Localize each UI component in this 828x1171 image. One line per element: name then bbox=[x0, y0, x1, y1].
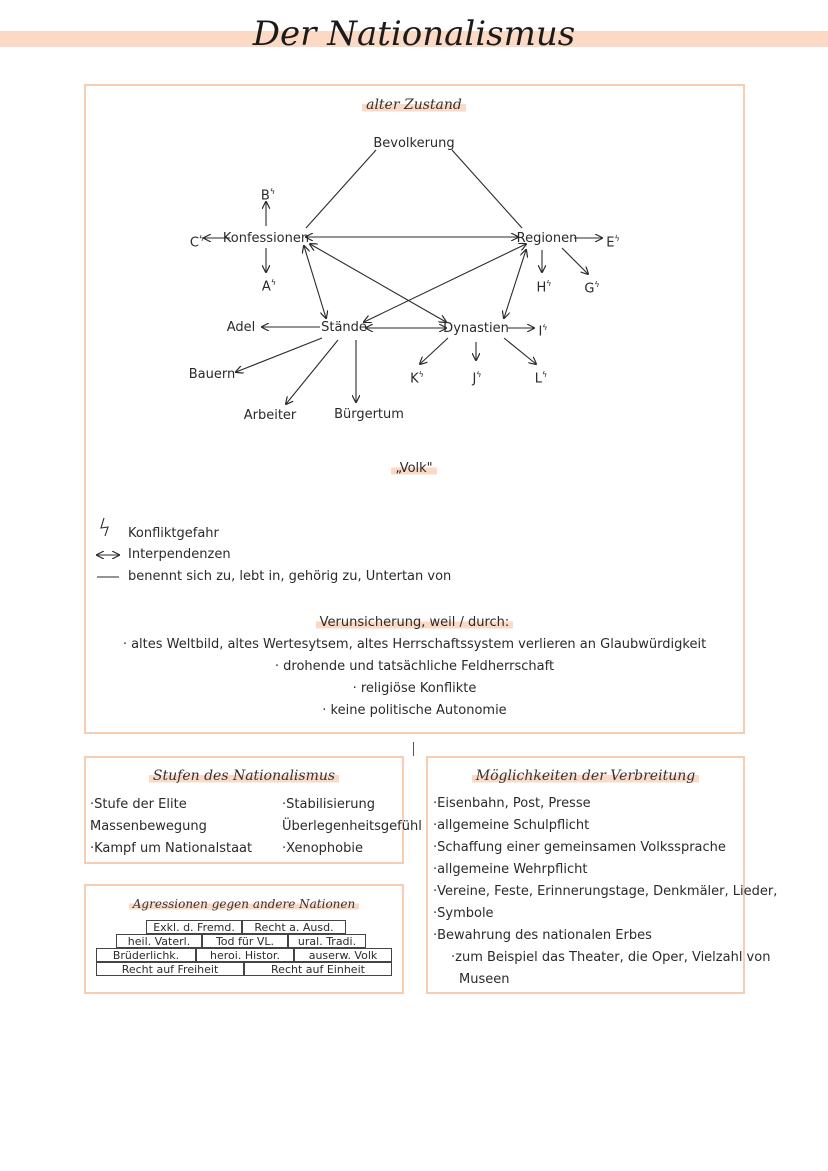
line-bev-reg bbox=[452, 150, 522, 228]
aggressionen-box bbox=[84, 884, 404, 994]
wall-brick: Brüderlichk. bbox=[96, 948, 196, 962]
wall-brick: Exkl. d. Fremd. bbox=[146, 920, 242, 934]
verbreitung-list bbox=[433, 793, 777, 991]
aggressionen-title: Agressionen gegen andere Nationen bbox=[129, 897, 359, 911]
bolt-icon: ϟ bbox=[542, 323, 548, 332]
stufen-right-list bbox=[282, 794, 422, 860]
uncertainty-section bbox=[84, 612, 745, 722]
node-e-label: E bbox=[606, 235, 615, 251]
wall-brick: Recht auf Einheit bbox=[244, 962, 392, 976]
stufen-title-wrap bbox=[86, 765, 402, 784]
arrow-reg-staende bbox=[364, 244, 526, 322]
aggressionen-title-wrap bbox=[86, 893, 402, 912]
bolt-icon: ϟ bbox=[418, 370, 424, 379]
uncertainty-item: · religiöse Konflikte bbox=[352, 681, 477, 696]
arrow-konf-staende bbox=[304, 246, 326, 318]
node-e bbox=[606, 231, 620, 251]
uncertainty-item: · altes Weltbild, altes Wertesytsem, altes Herrschaftssystem verlieren an Glaubwürdigkeit bbox=[122, 637, 707, 652]
stufen-item: ·Xenophobie bbox=[282, 841, 363, 856]
bolt-icon: ϟ bbox=[594, 280, 600, 289]
verbreitung-box bbox=[426, 756, 778, 994]
arrow-dyn-l bbox=[504, 338, 536, 364]
legend-interdependence: Interpendenzen bbox=[128, 547, 231, 562]
node-c bbox=[190, 231, 204, 251]
stufen-left-list bbox=[90, 794, 252, 860]
stufen-item: ·Stufe der Elite bbox=[90, 797, 187, 812]
node-bauern: Bauern bbox=[188, 367, 236, 382]
wall-brick: ural. Tradi. bbox=[288, 934, 366, 948]
node-i-label: I bbox=[538, 324, 543, 340]
wall-brick: auserw. Volk bbox=[294, 948, 392, 962]
node-staende: Stände bbox=[321, 320, 367, 335]
verbreitung-item: ·allgemeine Schulpflicht bbox=[433, 818, 590, 833]
arrow-konf-dyn bbox=[310, 244, 446, 322]
node-arbeiter: Arbeiter bbox=[243, 408, 297, 423]
bolt-icon: ϟ bbox=[546, 279, 552, 288]
arrow-reg-dyn bbox=[504, 250, 526, 318]
node-konfessionen: Konfessionen bbox=[222, 231, 310, 246]
stufen-item: ·Stabilisierung bbox=[282, 797, 375, 812]
page-mark bbox=[413, 742, 414, 756]
legend-relation: benennt sich zu, lebt in, gehörig zu, Untertan von bbox=[128, 569, 452, 584]
legend-conflict: Konfliktgefahr bbox=[128, 526, 219, 541]
node-l-label: L bbox=[534, 371, 542, 387]
bolt-icon: ϟ bbox=[198, 234, 205, 243]
legend-bolt-icon bbox=[101, 518, 108, 536]
arrow-staende-bauern bbox=[236, 338, 322, 372]
node-j-label: J bbox=[472, 371, 477, 387]
stufen-item: Überlegenheitsgefühl bbox=[282, 819, 422, 834]
uncertainty-title-wrap bbox=[84, 612, 745, 634]
stufen-title: Stufen des Nationalismus bbox=[149, 768, 339, 784]
node-a bbox=[262, 275, 276, 295]
stufen-item: Massenbewegung bbox=[90, 819, 207, 834]
verbreitung-title: Möglichkeiten der Verbreitung bbox=[472, 768, 699, 784]
verbreitung-title-wrap bbox=[428, 765, 743, 784]
verbreitung-item: ·Symbole bbox=[433, 906, 494, 921]
node-g-label: G bbox=[584, 281, 595, 297]
bolt-icon: ϟ bbox=[270, 278, 277, 287]
node-b bbox=[261, 184, 275, 204]
verbreitung-item: ·Vereine, Feste, Erinnerungstage, Denkmäler, Lieder, bbox=[433, 884, 778, 899]
uncertainty-item: · keine politische Autonomie bbox=[322, 703, 507, 718]
node-h-label: H bbox=[536, 280, 547, 296]
volk-label: „Volk" bbox=[391, 461, 436, 476]
node-k-label: K bbox=[410, 371, 419, 387]
wall-brick: Tod für VL. bbox=[202, 934, 288, 948]
stufen-item: ·Kampf um Nationalstaat bbox=[90, 841, 253, 856]
verbreitung-item: ·allgemeine Wehrpflicht bbox=[433, 862, 588, 877]
node-h bbox=[536, 276, 551, 296]
uncertainty-item: · drohende und tatsächliche Feldherrschaft bbox=[274, 659, 555, 674]
verbreitung-item: ·Eisenbahn, Post, Presse bbox=[433, 796, 591, 811]
line-bev-konf bbox=[306, 150, 376, 228]
verbreitung-item: Museen bbox=[459, 972, 510, 987]
node-buergertum: Bürgertum bbox=[334, 407, 404, 422]
arrow-dyn-k bbox=[420, 338, 448, 364]
node-c-label: C bbox=[189, 235, 199, 251]
node-i bbox=[538, 320, 547, 340]
bolt-icon: ϟ bbox=[269, 187, 276, 196]
node-l bbox=[535, 367, 548, 387]
uncertainty-title: Verunsicherung, weil / durch: bbox=[316, 615, 514, 630]
verbreitung-item: ·Schaffung einer gemeinsamen Volkssprache bbox=[433, 840, 726, 855]
bolt-icon: ϟ bbox=[541, 370, 548, 379]
arrow-reg-g bbox=[562, 248, 588, 274]
wall-brick: Recht a. Ausd. bbox=[242, 920, 346, 934]
volk-wrap bbox=[0, 457, 828, 476]
bolt-icon: ϟ bbox=[614, 234, 620, 243]
node-adel: Adel bbox=[226, 320, 256, 335]
stufen-box bbox=[84, 756, 422, 864]
node-dynastien: Dynastien bbox=[443, 321, 509, 336]
node-b-label: B bbox=[260, 188, 270, 204]
verbreitung-item: ·Bewahrung des nationalen Erbes bbox=[433, 928, 652, 943]
node-k bbox=[410, 367, 424, 387]
verbreitung-item: ·zum Beispiel das Theater, die Oper, Vielzahl von bbox=[451, 950, 771, 965]
wall-brick: Recht auf Freiheit bbox=[96, 962, 244, 976]
wall-brick: heil. Vaterl. bbox=[116, 934, 202, 948]
bolt-icon: ϟ bbox=[476, 370, 482, 379]
node-regionen: Regionen bbox=[516, 231, 578, 246]
page-title: Der Nationalismus bbox=[252, 14, 576, 54]
node-g bbox=[584, 277, 599, 297]
node-a-label: A bbox=[261, 279, 271, 295]
wall-brick: heroi. Histor. bbox=[196, 948, 294, 962]
node-j bbox=[472, 367, 481, 387]
node-bevoelkerung: Bevolkerung bbox=[373, 136, 455, 151]
diagram-subtitle: alter Zustand bbox=[362, 97, 466, 113]
